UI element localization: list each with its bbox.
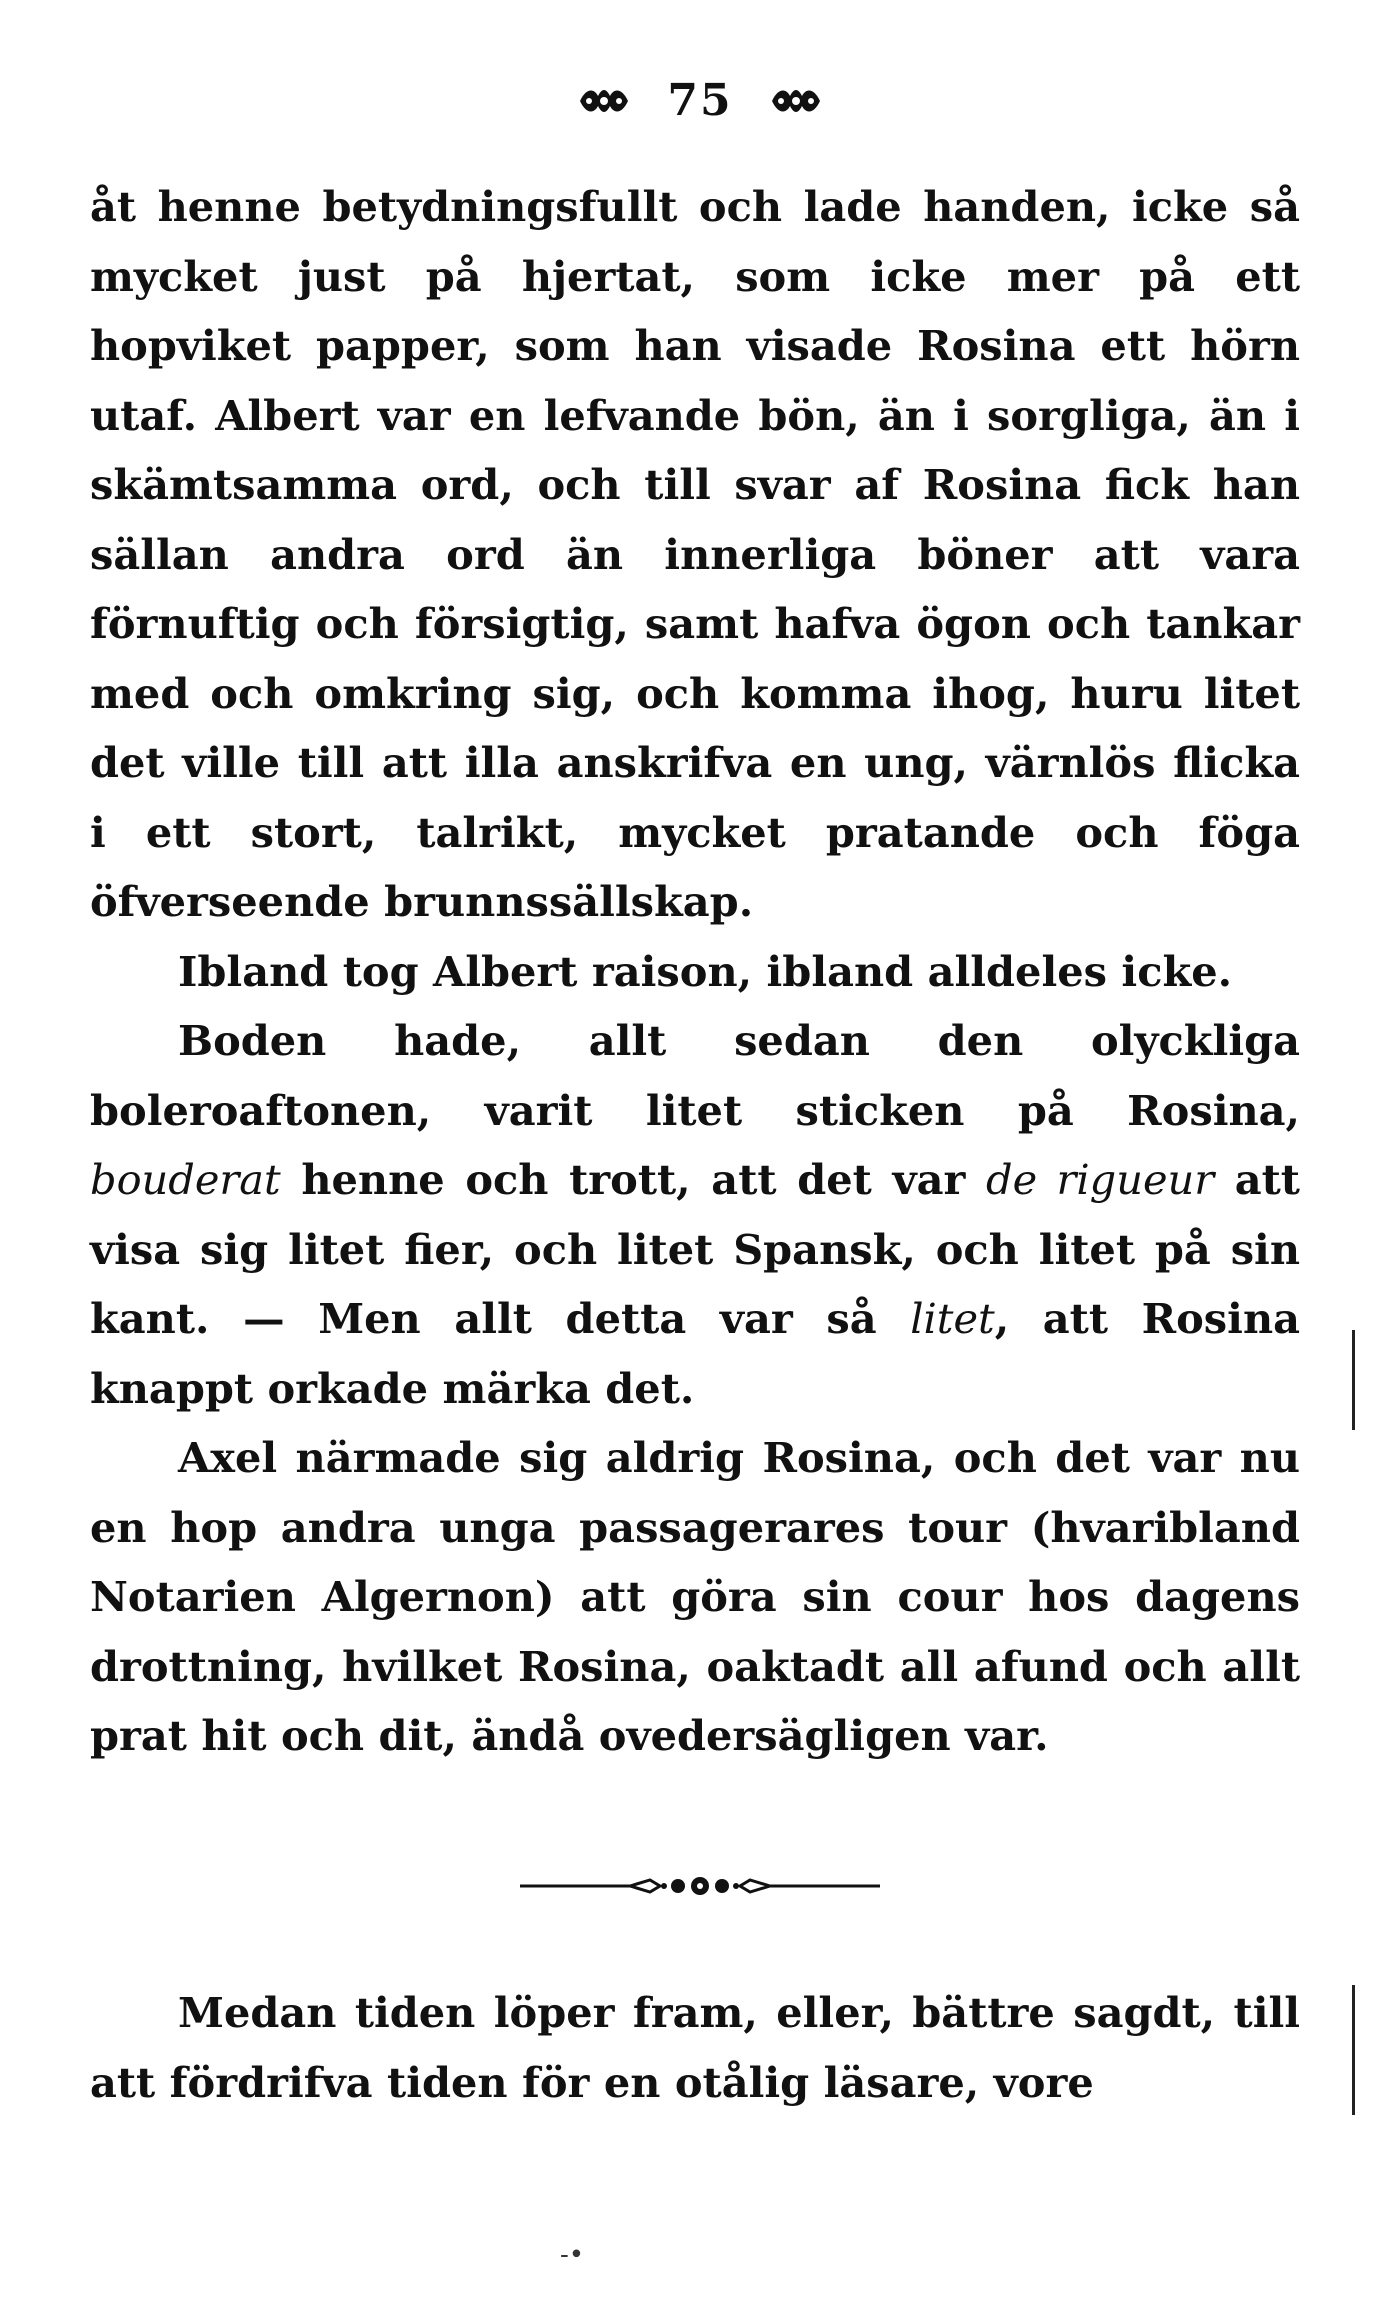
italic-phrase: bouderat bbox=[90, 1155, 281, 1204]
text-run: henne och trott, att det var bbox=[280, 1155, 986, 1204]
ornament-icon bbox=[576, 84, 632, 118]
italic-phrase: litet bbox=[910, 1294, 995, 1343]
text-run: Axel närmade sig aldrig Rosina, och det var nu en hop andra unga passagerares tour (hvaribland Notarien Algernon) att göra sin cour hos dagens drottning, hvilket Rosina, oaktadt all afund och allt prat hit och dit, ändå ovedersägligen var. bbox=[90, 1433, 1300, 1760]
page-number: 75 bbox=[667, 75, 733, 126]
paragraph bbox=[90, 1006, 1300, 1423]
main-text bbox=[90, 172, 1300, 1771]
ornament-icon bbox=[768, 84, 824, 118]
paragraph bbox=[90, 172, 1300, 937]
paragraph bbox=[90, 937, 1300, 1007]
divider-ornament-icon bbox=[510, 1866, 890, 1906]
margin-mark bbox=[1352, 1330, 1365, 1430]
footer-mark: -• bbox=[560, 2240, 585, 2270]
paragraph: Medan tiden löper fram, eller, bättre sagdt, till att fördrifva tiden för en otålig läsare, vore bbox=[90, 1988, 1300, 2107]
text-run: Ibland tog Albert raison, ibland alldeles icke. bbox=[178, 946, 1233, 996]
page-header bbox=[0, 72, 1400, 126]
text-run: Boden hade, allt sedan den olyckliga boleroaftonen, varit litet sticken på Rosina, bbox=[90, 1016, 1300, 1135]
section-divider bbox=[0, 1866, 1400, 1906]
text-run: , att Rosina knappt orkade märka det. bbox=[90, 1294, 1301, 1413]
italic-phrase: de rigueur bbox=[986, 1155, 1215, 1204]
paragraph bbox=[90, 1423, 1300, 1771]
continued-text bbox=[90, 1978, 1300, 2117]
margin-mark bbox=[1352, 1985, 1365, 2115]
text-run: åt henne betydningsfullt och lade handen, icke så mycket just på hjertat, som icke mer på ett hopviket papper, som han visade Rosina ett hörn utaf. Albert var en lefvande bön, än i sorgliga, än i skämtsamma ord, och till svar af Rosina fick han sällan andra ord än innerliga böner att vara förnuftig och försigtig, samt hafva ögon och tankar med och omkring sig, och komma ihog, huru litet det ville till att illa anskrifva en ung, värnlös flicka i ett stort, talrikt, mycket pratande och föga öfverseende brunnssällskap. bbox=[90, 182, 1300, 926]
text-run: att visa sig litet fier, och litet Spansk, och litet på sin kant. — Men allt detta var så bbox=[90, 1155, 1300, 1343]
